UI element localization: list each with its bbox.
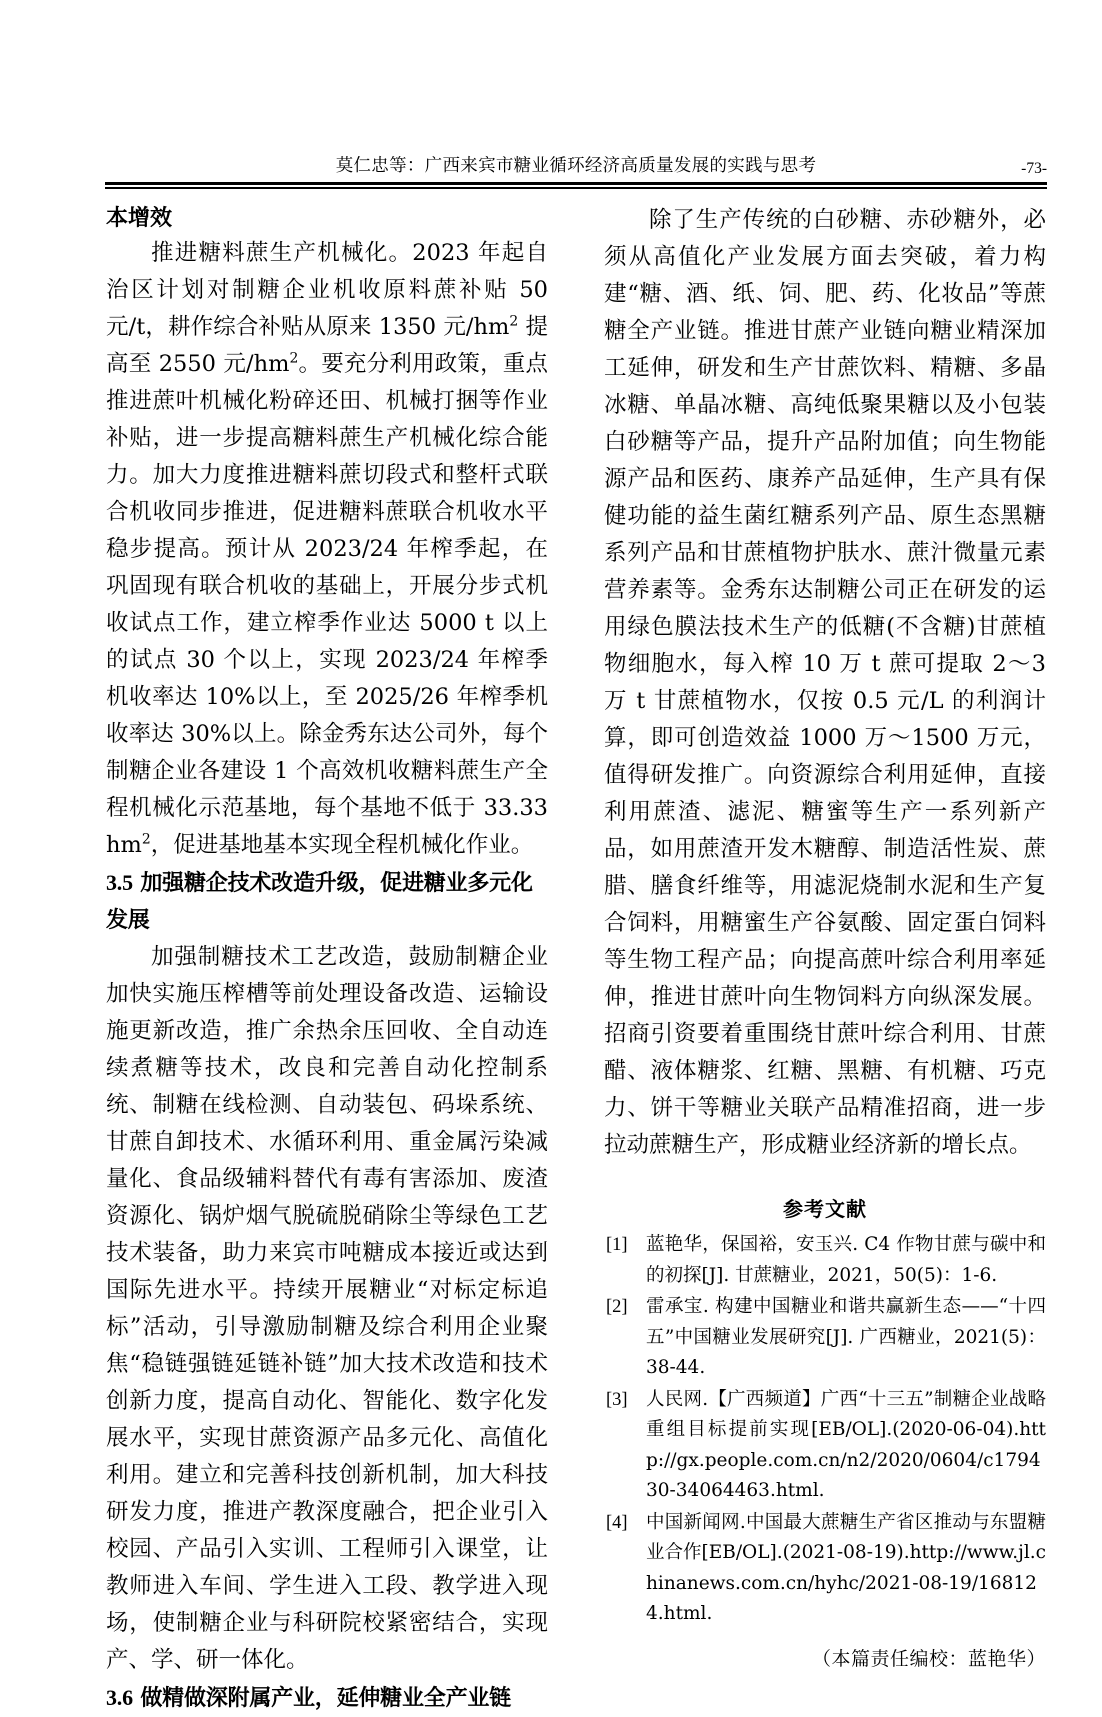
continued-heading: 本增效 [106,206,173,231]
paragraph-industry-chain: 除了生产传统的白砂糖、赤砂糖外，必须从高值化产业发展方面去突破，着力构建“糖、酒、纸、饲、肥、药、化妆品”等蔗糖全产业链。推进甘蔗产业链向糖业精深加工延伸，研发和生产甘蔗饮料、精糖、多晶冰糖、单晶冰糖、高纯低聚果糖以及小包装白砂糖等产品，提升产品附加值；向生物能源产品和医药、康养产品延伸，生产具有保健功能的益生菌红糖系列产品、原生态黑糖系列产品和甘蔗植物护肤水、蔗汁微量元素营养素等。金秀东达制糖公司正在研发的运用绿色膜法技术生产的低糖(不含糖)甘蔗植物细胞水，每入榨 10 万 t 蔗可提取 2～3 万 t 甘蔗植物水，仅按 0.5 元/L 的利润计算，即可创造效益 1000 万～1500 万元，值得研发推广。向资源综合利用延伸，直接利用蔗渣、滤泥、糖蜜等生产一系列新产品，如用蔗渣开发木糖醇、制造活性炭、蔗腊、膳食纤维等，用滤泥烧制水泥和生产复合饲料，用糖蜜生产谷氨酸、固定蛋白饲料等生物工程产品；向提高蔗叶综合利用率延伸，推进甘蔗叶向生物饲料方向纵深发展。招商引资要着重围绕甘蔗叶综合利用、甘蔗醋、液体糖浆、红糖、黑糖、有机糖、巧克力、饼干等糖业关联产品精准招商，进一步拉动蔗糖生产，形成糖业经济新的增长点。 [604,207,1046,1158]
section-number-3-5: 3.5 [106,870,133,895]
references-list [604,1230,1046,1630]
section-title-3-6: 做精做深附属产业，延伸糖业全产业链 [140,1686,511,1711]
left-column [106,202,548,1717]
reference-text: 雷承宝. 构建中国糖业和谐共赢新生态——“十四五”中国糖业发展研究[J]. 广西糖业，2021(5)：38-44. [646,1296,1046,1378]
section-number-3-6: 3.6 [106,1685,133,1710]
header-rule [105,182,1047,189]
reference-text: 中国新闻网.中国最大蔗糖生产省区推动与东盟糖业合作[EB/OL].(2021-08-19).http://www.jl.chinanews.com.cn/hyhc/2021-08-19/168124.html. [646,1511,1046,1624]
references-section [604,1194,1046,1674]
reference-number: [2] [606,1297,628,1317]
reference-item [604,1292,1046,1384]
paragraph-technology-upgrade: 加强制糖技术工艺改造，鼓励制糖企业加快实施压榨槽等前处理设备改造、运输设施更新改造，推广余热余压回收、全自动连续煮糖等技术，改良和完善自动化控制系统、制糖在线检测、自动装包、码垛系统、甘蔗自卸技术、水循环利用、重金属污染减量化、食品级辅料替代有毒有害添加、废渣资源化、锅炉烟气脱硫脱硝除尘等绿色工艺技术装备，助力来宾市吨糖成本接近或达到国际先进水平。持续开展糖业“对标定标追标”活动，引导激励制糖及综合利用企业聚焦“稳链强链延链补链”加大技术改造和技术创新力度，提高自动化、智能化、数字化发展水平，实现甘蔗资源产品多元化、高值化利用。建立和完善科技创新机制，加大科技研发力度，推进产教深度融合，把企业引入校园、产品引入实训、工程师引入课堂，让教师进入车间、学生进入工段、教学进入现场，使制糖企业与科研院校紧密结合，实现产、学、研一体化。 [106,944,548,1673]
section-heading-3-6 [106,1679,548,1717]
page-number: -73- [1021,160,1047,177]
paragraph-text-1: 推进糖料蔗生产机械化。2023 年起自治区计划对制糖企业机收原料蔗补贴 50 元/t，耕作综合补贴从原来 1350 元$/hm^2$ 提高至 2550 元$/hm^2$。要充分利用政策，重点推进蔗叶机械化粉碎还田、机械打捆等作业补贴，进一步提高糖料蔗生产机械化综合能力。加大力度推进糖料蔗切段式和整杆式联合机收同步推进，促进糖料蔗联合机收水平稳步提高。预计从 2023/24 年榨季起，在巩固现有联合机收的基础上，开展分步式机收试点工作，建立榨季作业达 5000 t 以上的试点 30 个以上，实现 2023/24 年榨季机收率达 10%以上，至 2025/26 年榨季机收率达 30%以上。除金秀东达公司外，每个制糖企业各建设 1 个高效机收糖料蔗生产全程机械化示范基地，每个基地不低于 33.33 $hm^2$，促进基地基本实现全程机械化作业。 [106,240,548,858]
reference-number: [4] [606,1512,628,1533]
reference-item [604,1230,1046,1291]
section-heading-3-5 [106,864,548,939]
reference-number: [3] [606,1389,628,1410]
right-column [604,202,1046,1674]
running-head [105,152,1047,178]
reference-text: 蓝艳华，保国裕，安玉兴. C4 作物甘蔗与碳中和的初探[J]. 甘蔗糖业，2021，50(5)：1-6. [646,1234,1046,1286]
reference-item [604,1508,1046,1630]
reference-item [604,1385,1046,1507]
section-title-3-5: 加强糖企技术改造升级，促进糖业多元化发展 [106,871,533,933]
reference-number: [1] [606,1235,628,1255]
editor-note: （本篇责任编校：蓝艳华） [811,1647,1046,1670]
running-head-title: 莫仁忠等：广西来宾市糖业循环经济高质量发展的实践与思考 [335,156,817,176]
paragraph-mechanization [106,235,548,864]
reference-text: 人民网.【广西频道】广西“十三五”制糖企业战略重组目标提前实现[EB/OL].(2020-06-04).http://gx.people.com.cn/n2/2020/0604/c179430-34064463.html. [646,1388,1046,1501]
references-title: 参考文献 [783,1197,867,1221]
